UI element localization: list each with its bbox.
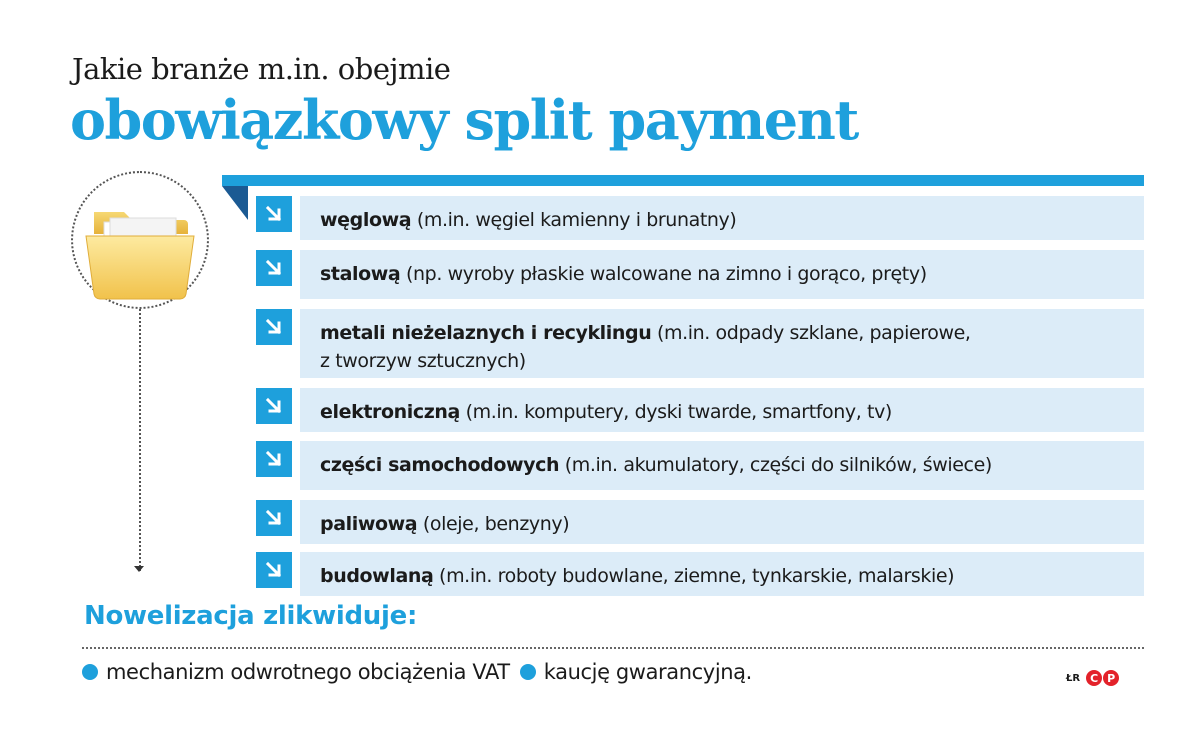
item-details-line2: z tworzyw sztucznych): [320, 350, 526, 372]
arrow-down-right-icon: [256, 388, 292, 424]
item-name: stalową: [320, 263, 401, 285]
footer-point-2: kaucję gwarancyjną.: [543, 660, 752, 684]
footer-heading: Nowelizacja zlikwiduje:: [84, 601, 418, 631]
list-item: [256, 441, 1144, 490]
list-item: [256, 552, 1144, 596]
item-details: (m.in. akumulatory, części do silników, świece): [559, 454, 992, 476]
item-name: części samochodowych: [320, 454, 560, 476]
item-details: (m.in. węgiel kamienny i brunatny): [411, 209, 737, 231]
corner-fold-decoration: [222, 186, 248, 220]
timeline-arrow-end: [134, 566, 144, 572]
item-details: (np. wyroby płaskie walcowane na zimno i gorąco, pręty): [400, 263, 927, 285]
arrow-down-right-icon: [256, 250, 292, 286]
list-item: [256, 388, 1144, 432]
footer-point-1: mechanizm odwrotnego obciążenia VAT: [106, 660, 510, 684]
arrow-down-right-icon: [256, 500, 292, 536]
list-item-text: [320, 451, 1120, 479]
author-initials: ŁR: [1066, 672, 1081, 684]
folder-icon: [80, 198, 200, 308]
item-name: paliwową: [320, 513, 418, 535]
list-item: [256, 309, 1144, 378]
list-item: [256, 500, 1144, 544]
item-name: metali nieżelaznych i recyklingu: [320, 322, 652, 344]
item-details: (m.in. odpady szklane, papierowe,: [651, 322, 971, 344]
list-item: [256, 250, 1144, 299]
publisher-logo-letter: P: [1103, 670, 1119, 686]
item-name: elektroniczną: [320, 401, 460, 423]
arrow-down-right-icon: [256, 552, 292, 588]
item-details: (m.in. komputery, dyski twarde, smartfony, tv): [459, 401, 892, 423]
credit: [1066, 670, 1120, 686]
list-item-text: [320, 398, 1120, 426]
arrow-down-right-icon: [256, 309, 292, 345]
list-item-text: [320, 260, 1120, 288]
infographic-title: obowiązkowy split payment: [70, 88, 858, 152]
arrow-down-right-icon: [256, 441, 292, 477]
bullet-dot-icon: [520, 664, 536, 680]
infographic-subtitle: Jakie branże m.in. obejmie: [72, 52, 451, 86]
item-details: (m.in. roboty budowlane, ziemne, tynkarskie, malarskie): [433, 565, 955, 587]
item-name: budowlaną: [320, 565, 434, 587]
top-accent-bar: [222, 175, 1144, 186]
list-item-text: [320, 562, 1120, 590]
arrow-down-right-icon: [256, 196, 292, 232]
item-name: węglową: [320, 209, 412, 231]
list-item-text: [320, 206, 1120, 234]
list-item-text: [320, 319, 1120, 375]
list-item-text: [320, 510, 1120, 538]
item-details: (oleje, benzyny): [417, 513, 570, 535]
timeline-dotted-line: [139, 309, 141, 571]
publisher-logo-letter: C: [1086, 670, 1102, 686]
footer-points: [82, 660, 752, 684]
list-item: [256, 196, 1144, 240]
bullet-dot-icon: [82, 664, 98, 680]
footer-divider: [82, 647, 1144, 649]
